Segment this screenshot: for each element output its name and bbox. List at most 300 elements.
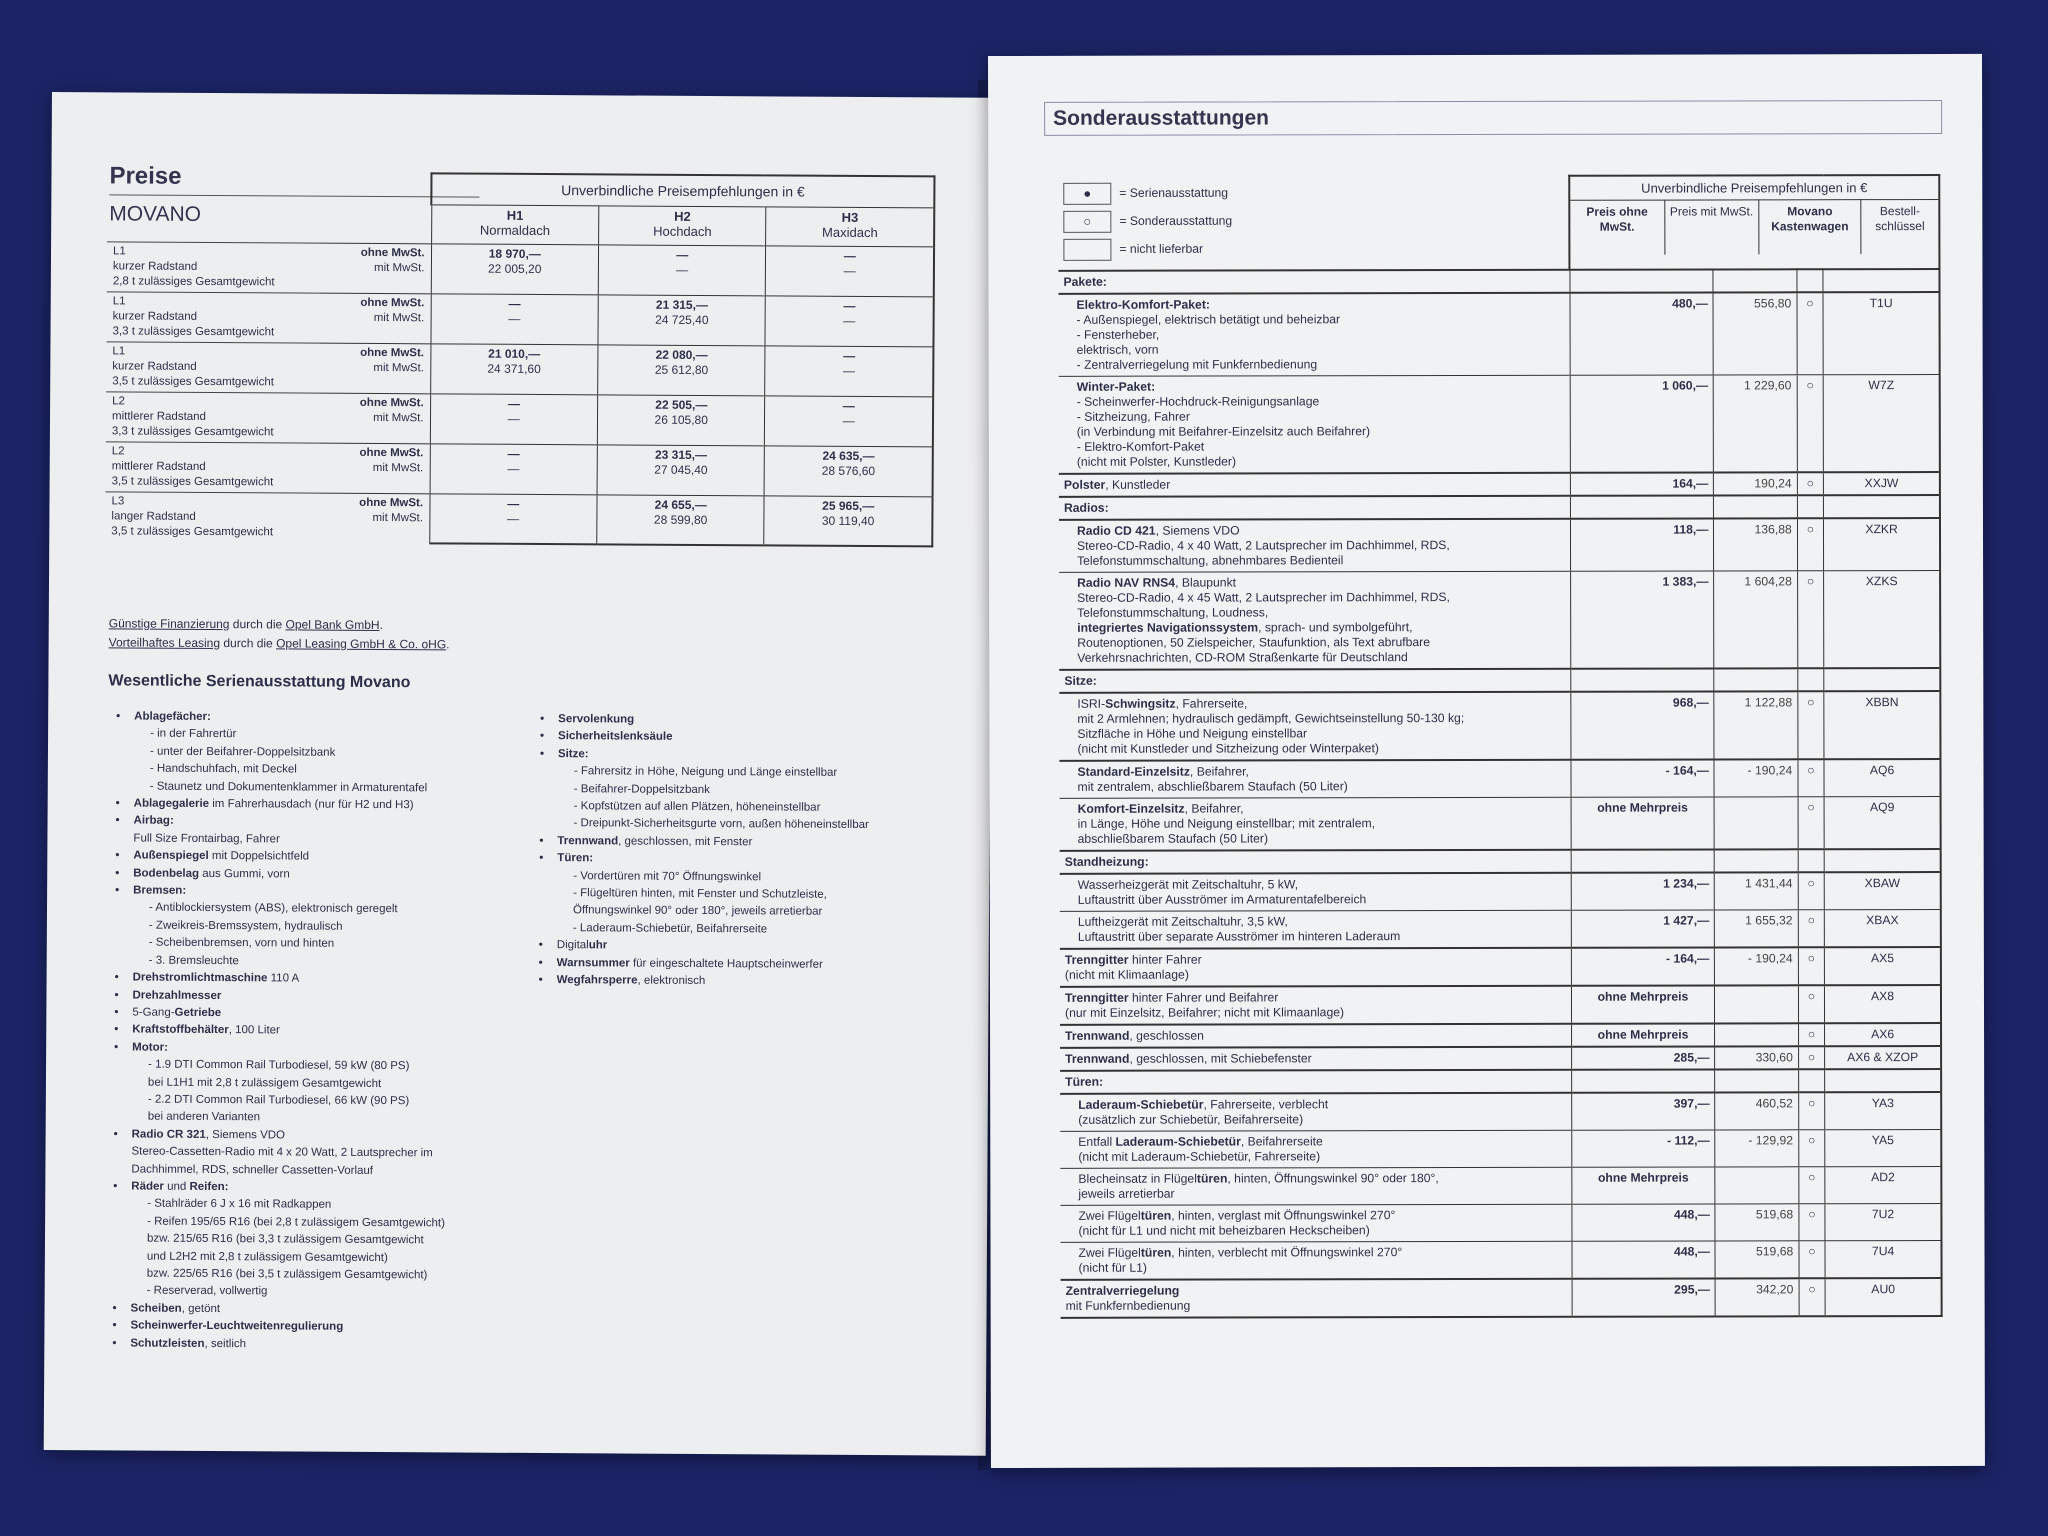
equipment-name: Servolenkung xyxy=(558,713,635,726)
mit-mwst-label: mit MwSt. xyxy=(372,511,424,525)
order-code xyxy=(1823,375,1940,473)
price-net-value: - 164,— xyxy=(1665,763,1709,778)
order-code xyxy=(1824,910,1940,948)
equipment-name: Ablagefächer: xyxy=(134,710,211,723)
option-detail: (nicht mit Polster, Kunstleder) xyxy=(1076,454,1237,469)
option-detail: Zwei Flügel xyxy=(1078,1208,1141,1223)
mit-mwst-label: mit MwSt. xyxy=(373,361,424,375)
empty-cell xyxy=(1570,668,1714,691)
equipment-detail: Full Size Frontairbag, Fahrer xyxy=(133,832,280,846)
price-net: — xyxy=(843,248,856,263)
ohne-mwst-label: ohne MwSt. xyxy=(359,396,424,410)
col-h2: H2 Hochdach xyxy=(599,206,767,246)
price-gross xyxy=(1714,759,1797,797)
open-circle-icon: ○ xyxy=(1806,522,1815,537)
option-line xyxy=(1077,696,1565,712)
option-detail: (nicht mit Kunstleder und Sitzheizung oder Winterpaket) xyxy=(1077,741,1379,756)
option-line xyxy=(1065,990,1566,1006)
option-detail: (nicht mit Klimaanlage) xyxy=(1064,967,1189,982)
empty-cell xyxy=(1824,668,1940,691)
option-name: Radio CD 421 xyxy=(1076,523,1156,538)
order-code-value: 7U2 xyxy=(1871,1207,1895,1222)
standard-equipment-col-2 xyxy=(533,711,955,992)
option-line xyxy=(1077,553,1565,569)
option-row xyxy=(1059,759,1940,798)
option-line xyxy=(1078,1149,1566,1165)
price-gross xyxy=(1715,910,1798,948)
option-name: Elektro-Komfort-Paket: xyxy=(1076,297,1210,312)
option-detail: mit 2 Armlehnen; hydraulisch gedämpft, Gewichtseinstellung 50-130 kg; xyxy=(1077,711,1465,726)
price-gross-value: 1 431,44 xyxy=(1745,876,1793,891)
equipment-item xyxy=(109,900,509,920)
price-gross-value: 1 655,32 xyxy=(1745,913,1793,928)
option-name: türen xyxy=(1196,1171,1228,1186)
option-group-row xyxy=(1060,1069,1941,1094)
option-detail: , Siemens VDO xyxy=(1155,523,1240,538)
availability xyxy=(1797,472,1823,495)
equipment-detail: - Staunetz und Dokumentenklammer in Armaturentafel xyxy=(149,780,428,794)
variant-weight: 3,3 t zulässiges Gesamtgewicht xyxy=(112,325,275,339)
equipment-detail: und L2H2 mit 2,8 t zulässigem Gesamtgewicht) xyxy=(146,1250,388,1264)
section-title: Sonderausstattungen xyxy=(1044,100,1942,136)
variant-length: L2 xyxy=(112,395,125,408)
order-code xyxy=(1824,472,1940,495)
availability xyxy=(1797,518,1824,571)
price-gross-value: 136,88 xyxy=(1754,522,1792,537)
ohne-mwst-label: ohne MwSt. xyxy=(359,496,424,510)
availability xyxy=(1798,759,1824,797)
equipment-detail: - Fahrersitz in Höhe, Neigung und Länge einstellbar xyxy=(573,765,838,780)
option-detail: - Scheinwerfer-Hochdruck-Reinigungsanlage xyxy=(1076,394,1320,409)
equipment-detail: , getönt xyxy=(181,1302,221,1315)
empty-box-icon xyxy=(1063,239,1111,261)
price-net xyxy=(1571,797,1715,850)
availability xyxy=(1799,1130,1825,1167)
option-line xyxy=(1078,877,1566,893)
equipment-detail: - Dreipunkt-Sicherheitsgurte vorn, außen höheneinstellbar xyxy=(573,817,869,832)
price-gross xyxy=(1714,571,1798,669)
price-net-value: 285,— xyxy=(1673,1050,1710,1065)
equipment-item xyxy=(107,1231,507,1251)
price-gross xyxy=(1715,797,1798,850)
equipment-detail: Dachhimmel, RDS, schneller Cassetten-Vorlauf xyxy=(131,1163,374,1177)
equipment-detail: - Beifahrer-Doppelsitzbank xyxy=(573,782,710,796)
equipment-item xyxy=(534,763,954,783)
option-group-row xyxy=(1058,269,1939,294)
price-gross xyxy=(1716,1278,1799,1316)
order-code xyxy=(1825,1023,1941,1046)
option-line xyxy=(1077,454,1565,470)
order-code-value: YA3 xyxy=(1871,1096,1894,1111)
price-gross xyxy=(1715,1046,1798,1069)
price-gross xyxy=(1714,691,1797,759)
equipment-name: Warnsummer xyxy=(556,956,630,970)
empty-cell xyxy=(1715,849,1798,872)
variant-wheelbase: mittlerer Radstand xyxy=(111,410,207,423)
option-line xyxy=(1078,1171,1566,1187)
option-line xyxy=(1077,523,1565,539)
order-code xyxy=(1824,759,1940,797)
price-cell-h1 xyxy=(431,244,599,295)
price-header: Unverbindliche Preisempfehlungen in € xyxy=(431,173,934,208)
equipment-detail: - Zweikreis-Bremssystem, hydraulisch xyxy=(148,919,343,933)
price-net: 18 970,— xyxy=(488,246,541,261)
empty-cell xyxy=(1797,269,1823,292)
price-row xyxy=(106,392,933,447)
tax-labels xyxy=(318,443,430,494)
option-line xyxy=(1077,297,1565,313)
empty-cell xyxy=(1571,1069,1715,1092)
equipment-detail: , geschlossen, mit Fenster xyxy=(618,835,753,849)
open-circle-icon: ○ xyxy=(1807,913,1815,928)
equipment-detail: 5-Gang- xyxy=(132,1006,175,1019)
column-header: Movano Kastenwagen xyxy=(1759,200,1861,255)
price-gross: 28 599,80 xyxy=(653,512,708,528)
price-net-value: 448,— xyxy=(1674,1244,1710,1259)
option-detail: Stereo-CD-Radio, 4 x 45 Watt, 2 Lautsprecher im Dachhimmel, RDS, xyxy=(1077,590,1450,605)
tax-labels xyxy=(320,243,432,294)
option-description xyxy=(1060,910,1571,949)
option-line xyxy=(1078,1112,1566,1128)
option-detail: Luftaustritt über Ausströmer im Armaturentafelbereich xyxy=(1077,892,1367,907)
order-code-value: XXJW xyxy=(1864,476,1899,491)
order-code-value: W7Z xyxy=(1868,378,1895,393)
mit-mwst-label: mit MwSt. xyxy=(373,261,425,275)
equipment-detail: aus Gummi, vorn xyxy=(199,867,290,881)
price-gross: — xyxy=(507,461,520,476)
price-gross: 22 005,20 xyxy=(487,261,542,276)
price-gross-value: 556,80 xyxy=(1753,296,1792,311)
ohne-mwst-label: ohne MwSt. xyxy=(360,296,425,310)
availability xyxy=(1798,1046,1824,1069)
option-description xyxy=(1059,692,1570,761)
order-code-value: AQ6 xyxy=(1869,763,1895,778)
price-cell-h2 xyxy=(597,395,765,446)
option-name: türen xyxy=(1140,1245,1172,1260)
option-detail: , Kunstleder xyxy=(1105,477,1171,492)
order-code xyxy=(1825,1092,1941,1130)
open-circle-icon: ○ xyxy=(1806,476,1815,491)
equipment-name: Drehstromlichtmaschine xyxy=(132,971,268,985)
open-circle-icon: ○ xyxy=(1063,211,1111,233)
option-detail: mit zentralem, abschließbarem Staufach (50 Liter) xyxy=(1077,779,1348,794)
empty-cell xyxy=(1823,269,1939,292)
open-circle-icon: ○ xyxy=(1808,1282,1816,1297)
header-grid xyxy=(1570,176,1938,255)
equipment-detail: - Kopfstützen auf allen Plätzen, höheneinstellbar xyxy=(573,800,821,814)
price-net: 24 635,— xyxy=(822,448,875,464)
price-net xyxy=(1571,1241,1715,1279)
empty-cell xyxy=(1714,668,1797,691)
equipment-detail: Stereo-Cassetten-Radio mit 4 x 20 Watt, 2 Lautsprecher im xyxy=(131,1145,433,1160)
option-description xyxy=(1060,948,1571,987)
price-net: — xyxy=(842,398,855,413)
leasing-link[interactable]: Vorteilhaftes Leasing xyxy=(108,635,221,651)
equipment-item xyxy=(110,708,510,728)
option-line xyxy=(1077,620,1565,636)
order-code xyxy=(1825,947,1941,985)
option-group-title: Sitze: xyxy=(1059,669,1570,693)
availability xyxy=(1798,797,1825,850)
availability xyxy=(1797,571,1824,669)
option-detail: Zwei Flügel xyxy=(1078,1245,1141,1260)
option-detail: , sprach- und symbolgeführt, xyxy=(1258,620,1413,635)
price-gross: — xyxy=(676,262,689,277)
option-line xyxy=(1077,394,1565,410)
variant-length: L1 xyxy=(112,295,126,308)
opel-leasing-link[interactable]: Opel Leasing GmbH & Co. oHG xyxy=(276,636,447,652)
price-gross-value: 1 604,28 xyxy=(1744,574,1792,589)
variant-label xyxy=(105,492,318,543)
option-detail: Wasserheizgerät mit Zeitschaltuhr, 5 kW, xyxy=(1077,877,1299,892)
tax-labels xyxy=(318,493,430,543)
option-line xyxy=(1077,439,1565,455)
availability xyxy=(1799,1278,1825,1316)
price-gross: 26 105,80 xyxy=(654,412,708,428)
option-description xyxy=(1060,1130,1571,1168)
equipment-detail: - Stahlräder 6 J x 16 mit Radkappen xyxy=(147,1197,332,1212)
availability xyxy=(1797,375,1824,473)
price-gross xyxy=(1714,518,1797,571)
variant-label xyxy=(106,392,319,443)
price-net: 22 505,— xyxy=(655,397,708,413)
availability xyxy=(1799,1167,1825,1204)
variant-weight: 3,3 t zulässiges Gesamtgewicht xyxy=(111,425,274,439)
column-header: Preis ohne MwSt. xyxy=(1586,204,1648,234)
price-gross: — xyxy=(507,411,520,426)
price-net xyxy=(1571,872,1715,910)
price-net: 25 965,— xyxy=(822,498,875,514)
variant-weight: 3,5 t zulässiges Gesamtgewicht xyxy=(111,525,274,539)
price-net-value: 118,— xyxy=(1673,522,1709,537)
availability xyxy=(1799,1204,1825,1241)
ohne-mwst-label: ohne MwSt. xyxy=(360,246,425,260)
equipment-detail: mit Doppelsichtfeld xyxy=(208,850,310,863)
finance-note: Günstige Finanzierung durch die Opel Bank GmbH. Vorteilhaftes Leasing durch die Opel Leasing GmbH & Co. oHG. xyxy=(108,616,450,652)
price-net-value: 480,— xyxy=(1672,296,1709,311)
price-cell-h1 xyxy=(430,344,598,395)
order-code xyxy=(1823,292,1940,375)
option-description xyxy=(1060,1047,1571,1071)
option-name: Polster xyxy=(1063,477,1106,492)
finance-link[interactable]: Günstige Finanzierung xyxy=(108,616,230,632)
empty-cell xyxy=(1713,269,1796,292)
option-line xyxy=(1065,1051,1566,1067)
option-description xyxy=(1060,1167,1571,1205)
variant-wheelbase: mittlerer Radstand xyxy=(111,460,206,473)
option-description xyxy=(1060,1241,1571,1280)
equipment-detail: bei L1H1 mit 2,8 t zulässigem Gesamtgewicht xyxy=(147,1076,382,1090)
equipment-item xyxy=(107,1144,507,1164)
option-line xyxy=(1078,801,1566,817)
option-line xyxy=(1078,816,1566,832)
option-detail: Luftheizgerät mit Zeitschaltuhr, 3,5 kW, xyxy=(1077,914,1288,929)
availability xyxy=(1798,985,1824,1023)
price-gross-value: 1 122,88 xyxy=(1744,695,1793,710)
price-gross-value: 460,52 xyxy=(1755,1096,1793,1111)
tax-labels xyxy=(319,393,431,444)
variant-wheelbase: kurzer Radstand xyxy=(112,360,197,373)
variant-weight: 2,8 t zulässiges Gesamtgewicht xyxy=(112,275,275,289)
price-gross-value: 519,68 xyxy=(1755,1244,1794,1259)
price-cell-h1 xyxy=(430,394,598,445)
price-net: — xyxy=(676,247,689,262)
option-name: Laderaum-Schiebetür xyxy=(1078,1097,1204,1112)
option-detail: Blecheinsatz in Flügel xyxy=(1078,1171,1197,1186)
option-group-row xyxy=(1059,495,1940,520)
price-gross xyxy=(1713,292,1796,375)
option-line xyxy=(1065,952,1566,968)
price-gross: 25 612,80 xyxy=(654,362,709,378)
standard-equipment-col-1 xyxy=(106,708,510,1354)
option-line xyxy=(1078,914,1566,930)
option-name: Winter-Paket: xyxy=(1076,379,1156,394)
price-net: — xyxy=(508,296,521,311)
ohne-mwst-label: ohne MwSt. xyxy=(359,446,424,460)
open-circle-icon: ○ xyxy=(1807,1096,1816,1111)
price-net: 22 080,— xyxy=(655,347,708,363)
price-net-value: 448,— xyxy=(1673,1207,1710,1222)
variant-weight: 3,5 t zulässiges Gesamtgewicht xyxy=(111,475,274,489)
equipment-item xyxy=(108,1039,508,1059)
availability xyxy=(1798,691,1825,759)
order-code-value: 7U4 xyxy=(1871,1244,1895,1259)
option-detail: (nicht mit Laderaum-Schiebetür, Fahrerseite) xyxy=(1078,1149,1321,1164)
option-group-row xyxy=(1060,849,1941,874)
open-circle-icon: ○ xyxy=(1808,1244,1816,1259)
price-net: 21 010,— xyxy=(488,346,541,361)
options-header-row xyxy=(1058,175,1939,271)
equipment-item xyxy=(109,882,509,902)
option-row xyxy=(1060,1130,1941,1169)
price-gross xyxy=(1714,472,1797,495)
order-code-value: T1U xyxy=(1869,296,1893,311)
order-code xyxy=(1824,571,1941,669)
price-net-value: 164,— xyxy=(1672,476,1709,491)
price-net: 24 655,— xyxy=(654,497,707,513)
open-circle-icon: ○ xyxy=(1808,1207,1816,1222)
option-line xyxy=(1077,312,1565,328)
order-code xyxy=(1825,985,1941,1023)
price-net xyxy=(1572,1278,1716,1316)
price-net xyxy=(1570,518,1714,571)
option-detail: Routenoptionen, 50 Zielspeicher, Staufunktion, als Text abrufbare xyxy=(1077,635,1431,650)
price-net xyxy=(1571,1092,1715,1130)
variant-length: L1 xyxy=(112,245,126,258)
equipment-detail: - Handschuhfach, mit Deckel xyxy=(149,762,297,776)
order-code-value: YA5 xyxy=(1871,1133,1894,1148)
equipment-detail: - unter der Beifahrer-Doppelsitzbank xyxy=(149,745,336,759)
option-name: integriertes Navigationssystem xyxy=(1077,620,1259,635)
price-gross xyxy=(1715,1130,1798,1167)
option-group-title: Pakete: xyxy=(1058,270,1569,294)
equipment-name: Getriebe xyxy=(174,1006,222,1019)
option-description xyxy=(1059,375,1570,474)
open-circle-icon: ○ xyxy=(1806,296,1814,311)
equipment-name: Türen: xyxy=(557,852,594,865)
price-gross: — xyxy=(843,313,856,328)
price-gross xyxy=(1715,985,1798,1023)
price-net: 23 315,— xyxy=(654,447,708,463)
equipment-detail: - 2.2 DTI Common Rail Turbodiesel, 66 kW (90 PS) xyxy=(147,1093,410,1108)
mit-mwst-label: mit MwSt. xyxy=(373,411,424,425)
open-circle-icon: ○ xyxy=(1807,1027,1816,1042)
open-circle-icon: ○ xyxy=(1807,951,1816,966)
price-gross-value: - 190,24 xyxy=(1747,763,1793,778)
price-gross xyxy=(1715,1204,1798,1241)
order-code xyxy=(1824,797,1940,850)
open-circle-icon: ○ xyxy=(1807,876,1815,891)
option-name: Trenngitter xyxy=(1064,990,1129,1005)
equipment-detail: - in der Fahrertür xyxy=(150,728,237,741)
price-row xyxy=(107,242,934,297)
price-cell-h1 xyxy=(431,294,599,345)
price-gross xyxy=(1715,1023,1798,1046)
price-gross xyxy=(1715,1092,1798,1130)
empty-cell xyxy=(1570,495,1714,518)
option-detail: (nicht für L1 und nicht mit beheizbaren Heckscheiben) xyxy=(1078,1223,1370,1238)
option-name: Trenngitter xyxy=(1064,952,1129,967)
empty-cell xyxy=(1714,495,1797,518)
opel-bank-link[interactable]: Opel Bank GmbH xyxy=(285,617,380,633)
equipment-detail: - Antiblockiersystem (ABS), elektronisch geregelt xyxy=(148,902,398,916)
price-net-value: 1 383,— xyxy=(1662,574,1709,589)
open-circle-icon: ○ xyxy=(1807,1050,1816,1065)
option-description xyxy=(1059,571,1570,670)
option-detail: , Fahrerseite, verblecht xyxy=(1203,1097,1329,1112)
option-group-title: Türen: xyxy=(1060,1070,1571,1094)
equipment-name: Kraftstoffbehälter xyxy=(132,1023,229,1037)
order-code-value: AX6 & XZOP xyxy=(1847,1050,1919,1065)
option-detail: , Beifahrer, xyxy=(1189,764,1249,779)
equipment-name: Motor: xyxy=(132,1041,168,1054)
price-cell-h2 xyxy=(598,295,766,346)
option-detail: Entfall xyxy=(1078,1134,1116,1149)
price-cell-h3 xyxy=(765,396,933,447)
option-line xyxy=(1078,1208,1566,1224)
legend xyxy=(1058,176,1569,271)
option-row xyxy=(1060,872,1941,911)
page-title: Preise xyxy=(109,162,182,190)
price-cell-h1 xyxy=(429,494,597,545)
option-line xyxy=(1078,929,1566,945)
option-name: Radio NAV RNS4 xyxy=(1077,575,1176,590)
option-detail: , Beifahrer, xyxy=(1184,801,1244,816)
empty-cell xyxy=(1798,849,1824,872)
option-row xyxy=(1059,518,1940,572)
option-detail: Sitzfläche in Höhe und Neigung einstellbar xyxy=(1077,726,1308,741)
price-gross: — xyxy=(842,363,856,378)
availability xyxy=(1797,292,1824,375)
price-net xyxy=(1571,1046,1715,1069)
option-description xyxy=(1059,760,1570,799)
price-net-value: - 112,— xyxy=(1667,1133,1710,1148)
option-line xyxy=(1065,1005,1566,1021)
option-detail: - Zentralverriegelung mit Funkfernbedienung xyxy=(1076,357,1318,372)
option-row xyxy=(1060,1023,1941,1048)
tax-labels xyxy=(319,293,431,344)
option-detail: , geschlossen xyxy=(1129,1028,1204,1043)
mit-mwst-label: mit MwSt. xyxy=(372,461,424,475)
price-net-value: ohne Mehrpreis xyxy=(1597,1170,1689,1185)
price-cell-h3 xyxy=(764,496,932,547)
option-line xyxy=(1064,477,1565,493)
option-description xyxy=(1060,1093,1571,1132)
option-line xyxy=(1077,424,1565,440)
option-detail: (zusätzlich zur Schiebetür, Beifahrerseite) xyxy=(1078,1112,1304,1127)
open-circle-icon: ○ xyxy=(1807,989,1816,1004)
order-code-value: XZKR xyxy=(1865,522,1898,537)
